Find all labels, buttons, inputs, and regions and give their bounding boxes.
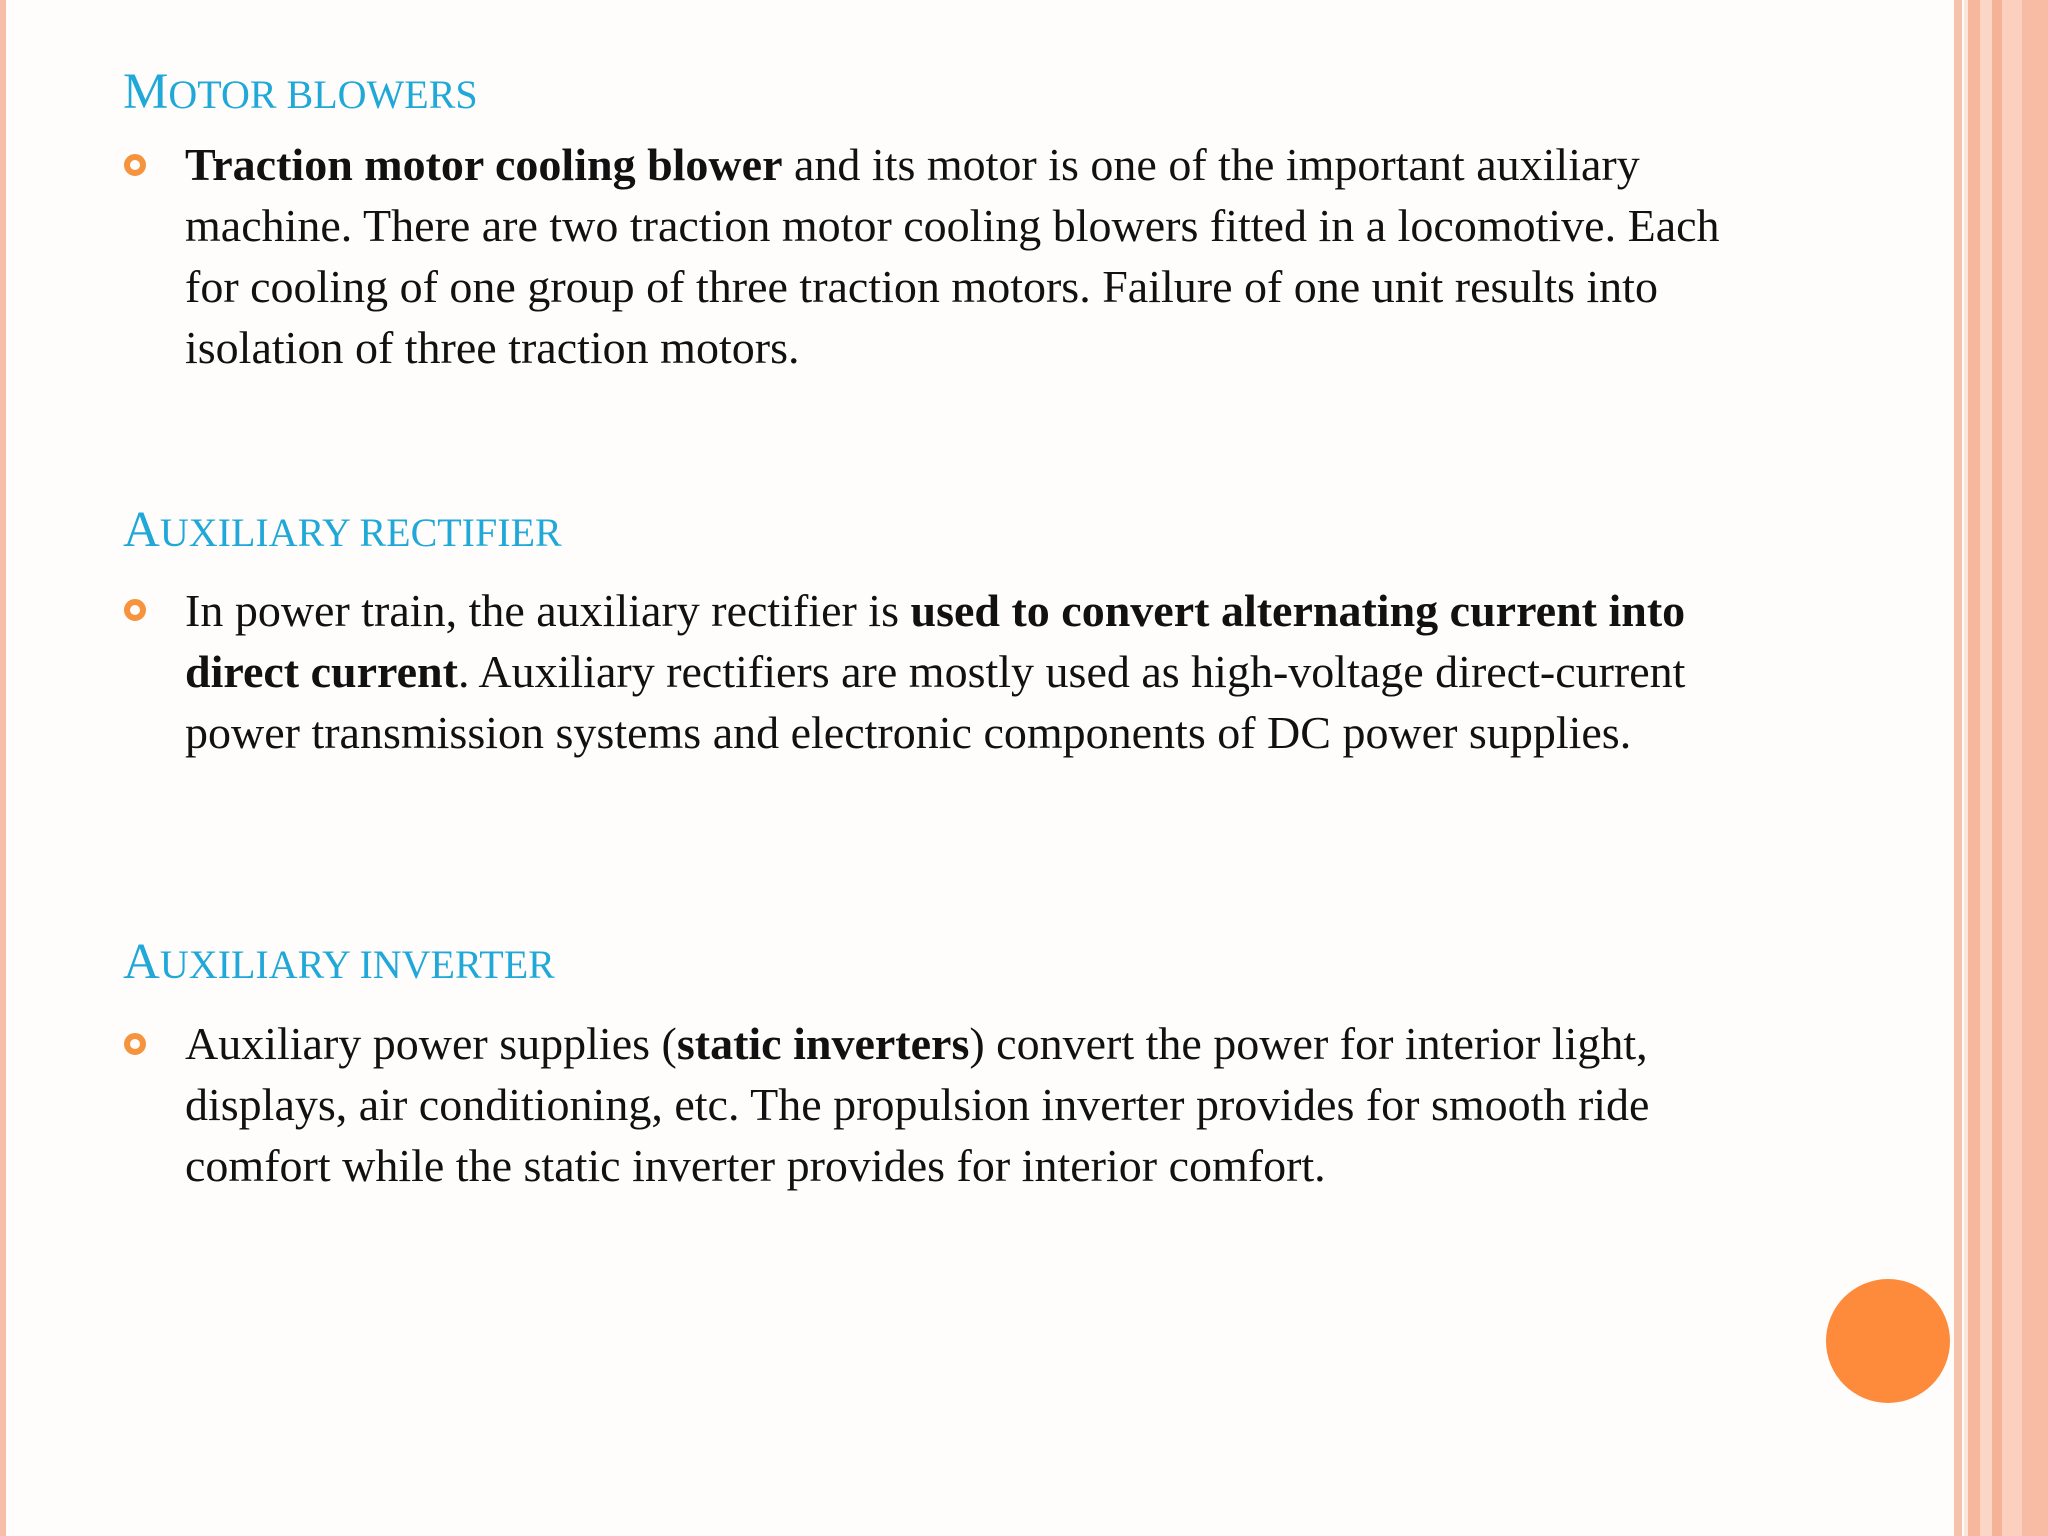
bullet-circle-icon xyxy=(124,599,146,621)
left-border-stripe xyxy=(0,0,6,1536)
bullet-text: Auxiliary power supplies (static inverters) convert the power for interior light, displays, air conditioning, etc. The propulsion inverter provides for smooth ride comfort while the static inverter provides for interior comfort. xyxy=(185,1018,1650,1191)
accent-circle-icon xyxy=(1826,1279,1950,1403)
bullet-text: Traction motor cooling blower and its motor is one of the important auxiliary machine. There are two traction motor cooling blowers fitted in a locomotive. Each for cooling of one group of three traction motors. Failure of one unit results into isolation of three traction motors. xyxy=(185,139,1720,373)
right-border-band xyxy=(1968,0,1980,1536)
section-heading: MOTOR BLOWERS xyxy=(123,64,478,120)
right-border-band xyxy=(2022,0,2048,1536)
section-heading: AUXILIARY RECTIFIER xyxy=(123,502,562,558)
bullet-circle-icon xyxy=(124,1033,146,1055)
bullet-circle-icon xyxy=(124,154,146,176)
right-border-band xyxy=(1954,0,1962,1536)
right-border-band xyxy=(1992,0,2002,1536)
section-heading: AUXILIARY INVERTER xyxy=(123,934,555,990)
bullet-text: In power train, the auxiliary rectifier is used to convert alternating current into direct current. Auxiliary rectifiers are mostly used as high-voltage direct-current power transmission systems and electronic components of DC power supplies. xyxy=(185,585,1686,758)
right-border-band xyxy=(2002,0,2022,1536)
right-border-band xyxy=(1980,0,1992,1536)
